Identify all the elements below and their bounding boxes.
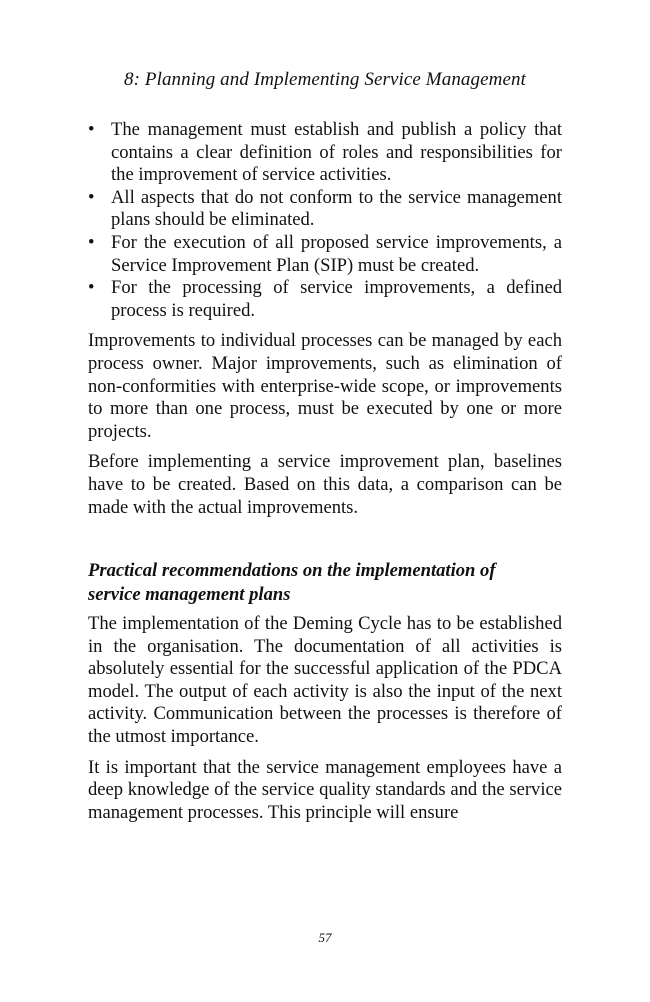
bullet-text: For the processing of service improvements, a defined process is required. [111,277,562,321]
body-text [88,119,562,824]
page-number: 57 [318,930,332,945]
bullet-item [88,232,562,277]
bullet-text: All aspects that do not conform to the service management plans should be eliminated. [111,186,562,231]
bullet-marker: • [88,119,95,140]
bullet-text: The management must establish and publish a policy that contains a clear definition of roles and responsibilities for the improvement of service activities. [111,119,562,186]
bullet-item [88,119,562,187]
bullet-marker: • [88,277,95,299]
bullet-marker: • [88,186,95,208]
paragraph-process-improvements: Improvements to individual processes can be managed by each process owner. Major improvements, such as elimination of non-conformities with enterprise-wide scope, or improvements to more than one process, must be executed by one or more projects. [88,330,562,442]
bullet-text: For the execution of all proposed service improvements, a Service Improvement Plan (SIP) must be created. [111,231,562,276]
bullet-list [88,119,562,322]
running-header: 8: Planning and Implementing Service Management [123,69,526,90]
paragraph-employee-knowledge: It is important that the service management employees have a deep knowledge of the service quality standards and the service management processes. This principle will ensure [88,756,562,823]
bullet-item [88,187,562,232]
paragraph-deming-cycle: The implementation of the Deming Cycle has to be established in the organisation. The documentation of all activities is absolutely essential for the successful application of the PDCA model. The output of each activity is also the input of the next activity. Communication between the processes is therefore of the utmost importance. [88,613,562,748]
bullet-item [88,277,562,322]
bullet-marker: • [88,231,95,253]
paragraph-baselines: Before implementing a service improvement plan, baselines have to be created. Based on this data, a comparison can be made with the actual improvements. [88,451,562,518]
section-heading: Practical recommendations on the implementation of service management plans [88,560,496,606]
